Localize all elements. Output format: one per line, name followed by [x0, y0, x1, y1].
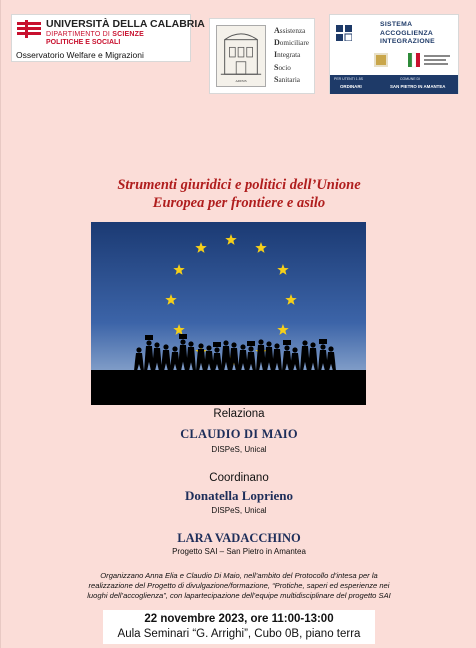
speaker1-affiliation: DISPeS, Unical	[211, 445, 267, 454]
unical-dept-line1	[46, 31, 144, 38]
eu-flag-migrants-image	[91, 222, 366, 405]
sai-title-line: SISTEMA	[380, 21, 413, 28]
speaker3-name: LARA VADACCHINO	[177, 531, 301, 545]
adisis-rest: ssistenza	[279, 27, 306, 35]
coordinano-label: Coordinano	[209, 472, 269, 484]
speaker1-name: CLAUDIO DI MAIO	[180, 427, 298, 441]
sai-bar-small-right: COMUNE DI	[400, 77, 421, 81]
sai-bar-right: SAN PIETRO IN AMANTEA	[390, 84, 446, 89]
adisis-building-icon	[216, 25, 266, 87]
unical-logo	[11, 14, 205, 62]
organizers-note	[31, 571, 447, 601]
sai-info-bar	[330, 75, 458, 94]
adisis-acronym-list	[274, 25, 309, 86]
sai-title	[380, 21, 435, 47]
sai-bar-small-left: PER UTENTI 1.5S	[334, 77, 363, 81]
ministry-logos-icon	[374, 51, 454, 69]
event-date-box	[103, 610, 375, 644]
adisis-initial: I	[274, 50, 278, 60]
adisis-initial: D	[274, 38, 280, 48]
adisis-initial: S	[274, 62, 279, 72]
adisis-line	[274, 74, 309, 86]
adisis-logo	[209, 18, 315, 94]
event-title-line2: Europea per frontiere e asilo	[152, 195, 326, 211]
adisis-line	[274, 37, 309, 49]
organizers-line: Organizzano Anna Elia e Claudio Di Maio, nell’ambito del Protocollo d’intesa per la	[100, 571, 378, 580]
unical-dept-highlight: SCIENZE	[112, 31, 144, 38]
organizers-line: realizzazione del Progetto di divulgazione/formazione, “Protiche, saperi ed esperienze nei	[88, 581, 390, 590]
organizers-line: luoghi dell’accoglienza”, con lapartecipazione dell’equipe multidisciplinare del progetto SAI	[87, 591, 391, 600]
adisis-rest: anitaria	[278, 75, 301, 84]
event-title-line1: Strumenti giuridici e politici dell’Unione	[117, 177, 361, 193]
adisis-rest: ntegrata	[277, 51, 301, 60]
adisis-line	[274, 49, 309, 61]
unical-dept-prefix: DIPARTIMENTO DI	[46, 31, 113, 38]
adisis-initial: A	[274, 26, 280, 35]
adisis-line	[274, 25, 309, 37]
sai-squares-icon	[336, 25, 352, 41]
speaker2-affiliation: DISPeS, Unical	[211, 506, 267, 515]
sai-title-line: INTEGRAZIONE	[380, 38, 435, 45]
adisis-caption: ADISIS	[235, 79, 247, 83]
adisis-line	[274, 62, 309, 74]
sai-logo	[329, 14, 459, 94]
adisis-rest: omiciliare	[279, 39, 309, 48]
event-location: Aula Seminari “G. Arrighi”, Cubo 0B, piano terra	[117, 628, 361, 640]
relaziona-label: Relaziona	[213, 408, 265, 420]
observatory-name: Osservatorio Welfare e Migrazioni	[16, 50, 144, 60]
adisis-rest: ocio	[278, 63, 291, 72]
unical-emblem-icon	[16, 19, 42, 39]
speaker2-name: Donatella Loprieno	[185, 488, 293, 503]
unical-dept-line2: POLITICHE E SOCIALI	[46, 39, 121, 46]
event-date-time: 22 novembre 2023, ore 11:00-13:00	[144, 613, 334, 625]
speaker3-affiliation: Progetto SAI – San Pietro in Amantea	[172, 547, 306, 556]
sai-bar-left: ORDINARI	[340, 84, 362, 89]
unical-title: UNIVERSITÀ DELLA CALABRIA	[46, 18, 205, 30]
adisis-initial: S	[274, 74, 279, 84]
sai-title-line: ACCOGLIENZA	[380, 29, 434, 37]
